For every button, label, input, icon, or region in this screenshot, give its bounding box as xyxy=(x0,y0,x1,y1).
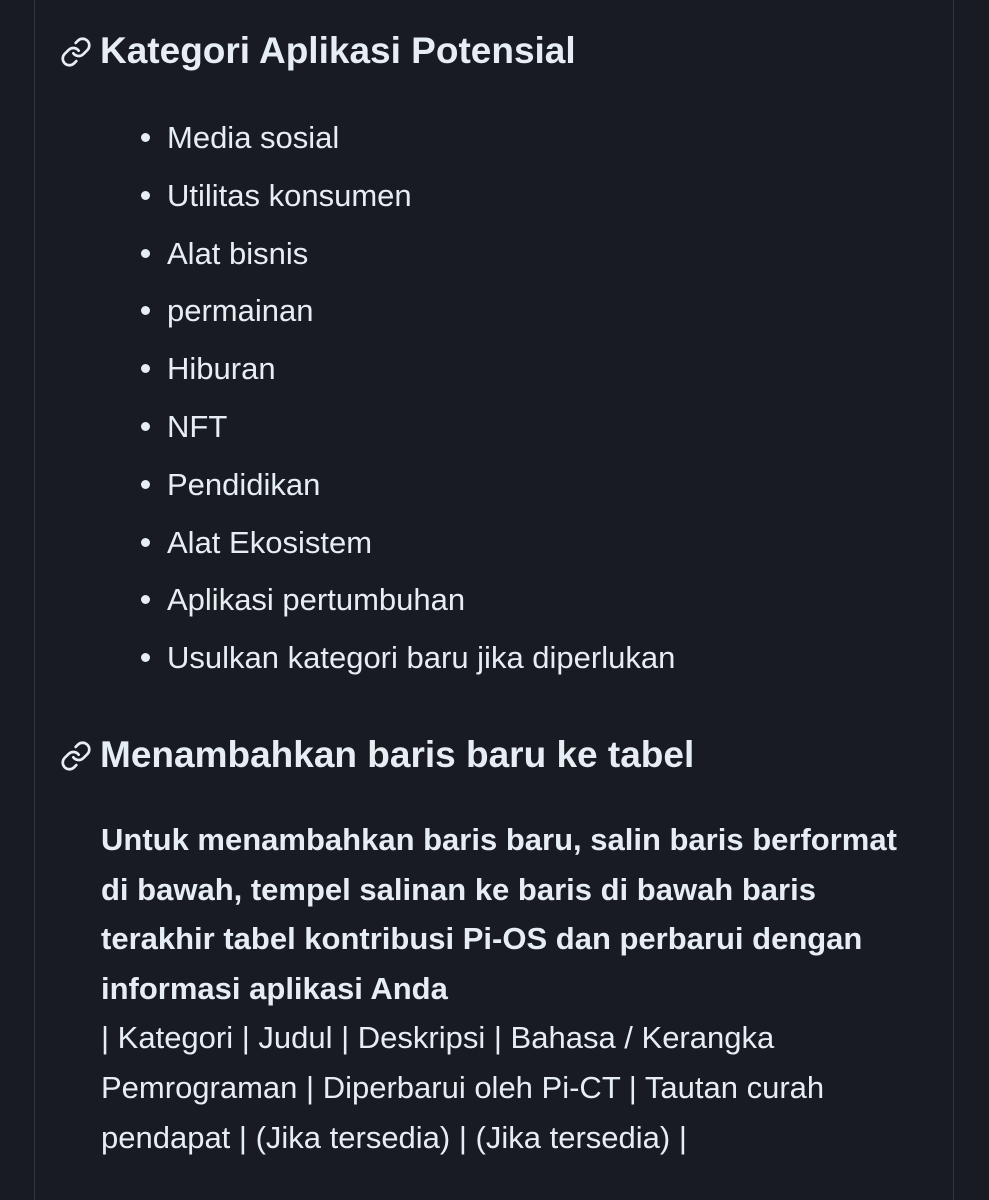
section-title: Kategori Aplikasi Potensial xyxy=(100,30,576,71)
list-item: Pendidikan xyxy=(136,460,675,518)
section-heading-categories xyxy=(60,30,576,72)
list-item: Hiburan xyxy=(136,344,675,402)
instruction-text: Untuk menambahkan baris baru, salin baris berformat di bawah, tempel salinan ke baris di bawah baris terakhir tabel kontribusi Pi-OS dan perbarui dengan informasi aplikasi Anda xyxy=(101,822,897,1006)
instruction-paragraph xyxy=(101,815,901,1162)
list-item: Media sosial xyxy=(136,113,675,171)
list-item: Utilitas konsumen xyxy=(136,171,675,229)
section-title: Menambahkan baris baru ke tabel xyxy=(100,734,695,775)
category-list xyxy=(136,113,675,691)
link-icon[interactable] xyxy=(60,739,92,771)
list-item: Alat Ekosistem xyxy=(136,518,675,576)
link-icon[interactable] xyxy=(60,35,92,67)
list-item: Aplikasi pertumbuhan xyxy=(136,575,675,633)
list-item: permainan xyxy=(136,286,675,344)
section-heading-add-row xyxy=(60,734,694,776)
list-item: NFT xyxy=(136,402,675,460)
list-item: Alat bisnis xyxy=(136,229,675,287)
template-row-text: | Kategori | Judul | Deskripsi | Bahasa / Kerangka Pemrograman | Diperbarui oleh Pi-CT | Tautan curah pendapat | (Jika tersedia) | (Jika tersedia) | xyxy=(101,1020,825,1155)
list-item: Usulkan kategori baru jika diperlukan xyxy=(136,633,675,691)
